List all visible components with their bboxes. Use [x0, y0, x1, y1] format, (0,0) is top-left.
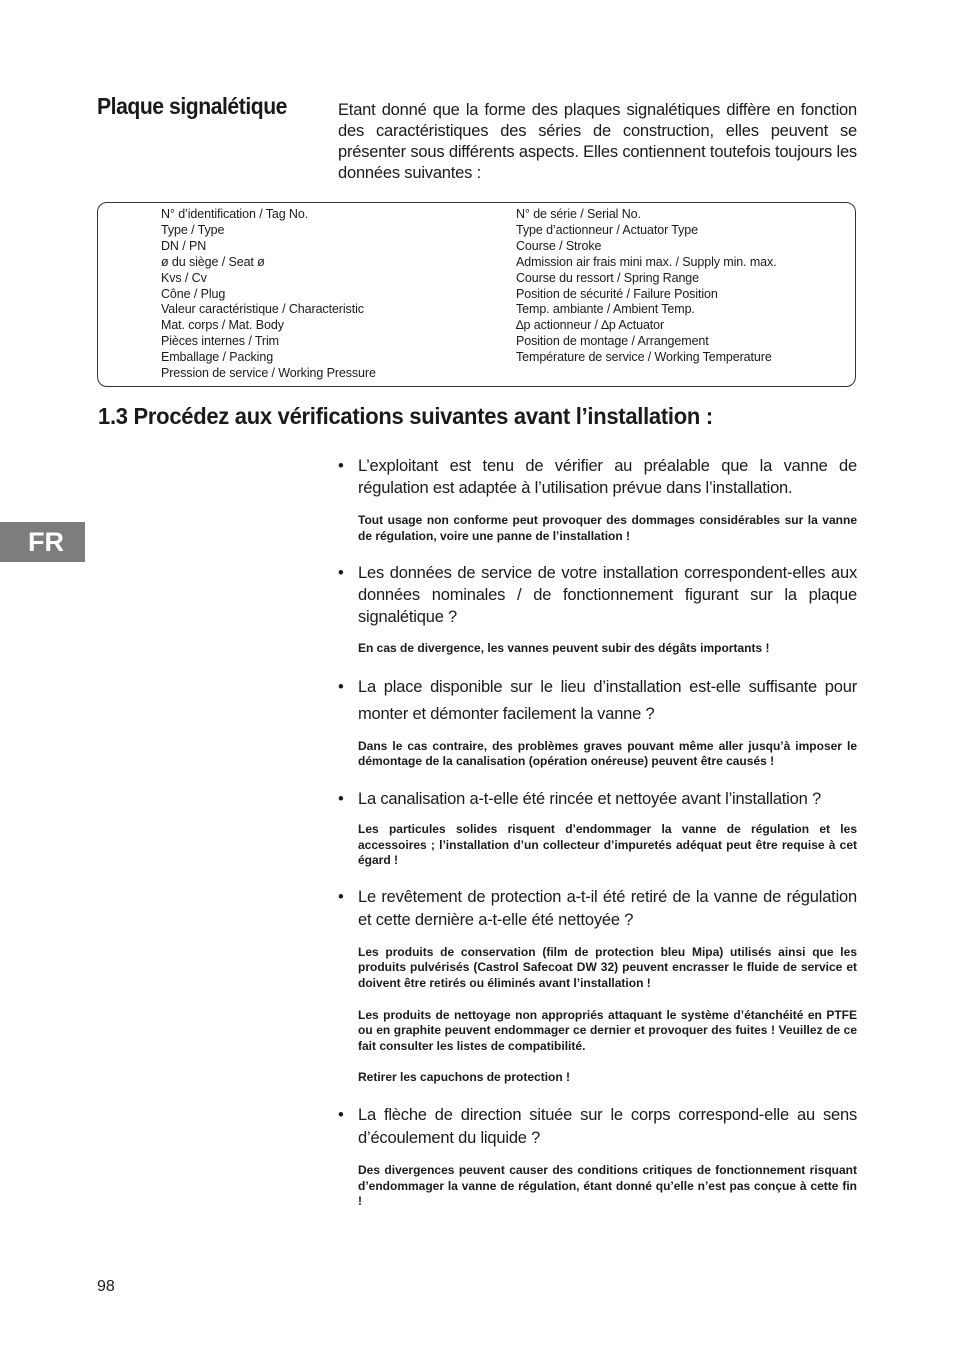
- section-title: Plaque signalétique: [97, 93, 287, 119]
- bullet: •: [338, 1105, 344, 1124]
- section-heading: 1.3 Procédez aux vérifications suivantes avant l’installation :: [98, 403, 713, 429]
- check-question: La canalisation a-t-elle été rincée et nettoyée avant l’installation ?: [358, 789, 821, 808]
- nameplate-left-column: [161, 207, 376, 382]
- bullet: •: [338, 677, 344, 696]
- bullet: •: [338, 789, 344, 808]
- check-question: La flèche de direction située sur le corps correspond-elle au sens d’écoulement du liquide ?: [358, 1105, 857, 1147]
- checklist: [338, 455, 857, 1210]
- nameplate-field: Pièces internes / Trim: [161, 334, 279, 349]
- list-item: [338, 1104, 857, 1150]
- nameplate-field: Température de service / Working Temperature: [516, 350, 772, 365]
- check-note: Les produits de nettoyage non appropriés attaquant le système d’étanchéité en PTFE ou en graphite peuvent endommager ce dernier et provoquer des fuites ! Veuillez de ce fait consulter les listes de compatibilité.: [358, 1007, 857, 1053]
- language-tab: FR: [0, 522, 85, 562]
- nameplate-field: Admission air frais mini max. / Supply min. max.: [516, 254, 777, 269]
- nameplate-field: DN / PN: [161, 238, 207, 253]
- list-item: [338, 886, 857, 932]
- list-item: [338, 674, 857, 728]
- nameplate-field: Position de montage / Arrangement: [516, 334, 709, 349]
- bullet: •: [338, 564, 344, 583]
- check-question: La place disponible sur le lieu d’installation est-elle suffisante pour monter et démonter facilement la vanne ?: [358, 677, 857, 723]
- check-note: En cas de divergence, les vannes peuvent subir des dégâts importants !: [358, 641, 770, 656]
- nameplate-field: Course du ressort / Spring Range: [516, 270, 700, 285]
- nameplate-field: N° d’identification / Tag No.: [161, 207, 309, 221]
- check-note: Les produits de conservation (film de protection bleu Mipa) utilisés ainsi que les produits pulvérisés (Castrol Safecoat DW 32) peuvent encrasser le fluide de service et doivent être retirés ou éliminés avant l’installation !: [358, 944, 857, 990]
- check-question: L’exploitant est tenu de vérifier au préalable que la vanne de régulation est adaptée à l’utilisation prévue dans l’installation.: [358, 457, 857, 497]
- nameplate-field: Cône / Plug: [161, 286, 226, 301]
- check-note: Dans le cas contraire, des problèmes graves pouvant même aller jusqu’à imposer le démontage de la canalisation (opération onéreuse) peuvent être causés !: [358, 738, 857, 769]
- nameplate-field: ø du siège / Seat ø: [161, 254, 265, 269]
- nameplate-field: ∆p actionneur / ∆p Actuator: [516, 318, 665, 333]
- nameplate-right-column: [516, 207, 777, 366]
- check-note: Les particules solides risquent d’endommager la vanne de régulation et les accessoires ; l’installation d’un collecteur d’impuretés adéquat peut être requise à cet égard !: [358, 821, 857, 868]
- check-note: Des divergences peuvent causer des conditions critiques de fonctionnement risquant d’endommager la vanne de régulation, étant donné qu’elle n’est pas conçue à cette fin !: [358, 1162, 857, 1209]
- nameplate-field: Temp. ambiante / Ambient Temp.: [516, 302, 695, 317]
- bullet: •: [338, 887, 344, 906]
- nameplate-field: Kvs / Cv: [161, 270, 207, 285]
- nameplate-field: Type / Type: [161, 222, 225, 237]
- list-item: [338, 562, 857, 628]
- nameplate-field: Valeur caractéristique / Characteristic: [161, 302, 364, 317]
- page-number: 98: [97, 1278, 115, 1295]
- list-item: [338, 455, 857, 499]
- bullet: •: [338, 457, 344, 475]
- check-question: Les données de service de votre installation correspondent-elles aux données nominales / de fonctionnement figurant sur la plaque signalétique ?: [358, 564, 857, 627]
- intro-paragraph: Etant donné que la forme des plaques signalétiques diffère en fonction des caractéristiques des séries de construction, elles peuvent se présenter sous différents aspects. Elles contiennent toutefois toujours les données suivantes :: [338, 101, 857, 182]
- check-note: Retirer les capuchons de protection !: [358, 1070, 571, 1085]
- nameplate-field: Mat. corps / Mat. Body: [161, 318, 284, 333]
- nameplate-field: Course / Stroke: [516, 238, 602, 253]
- nameplate-field: Type d’actionneur / Actuator Type: [516, 222, 699, 237]
- nameplate-field: Emballage / Packing: [161, 350, 274, 365]
- check-question: Le revêtement de protection a-t-il été retiré de la vanne de régulation et cette dernière a-t-elle été nettoyée ?: [358, 887, 857, 929]
- list-item: [338, 788, 857, 810]
- nameplate-field: N° de série / Serial No.: [516, 207, 641, 221]
- nameplate-field: Pression de service / Working Pressure: [161, 366, 376, 381]
- nameplate-field: Position de sécurité / Failure Position: [516, 286, 718, 301]
- check-note: Tout usage non conforme peut provoquer des dommages considérables sur la vanne de régulation, voire une panne de l’installation !: [358, 513, 857, 543]
